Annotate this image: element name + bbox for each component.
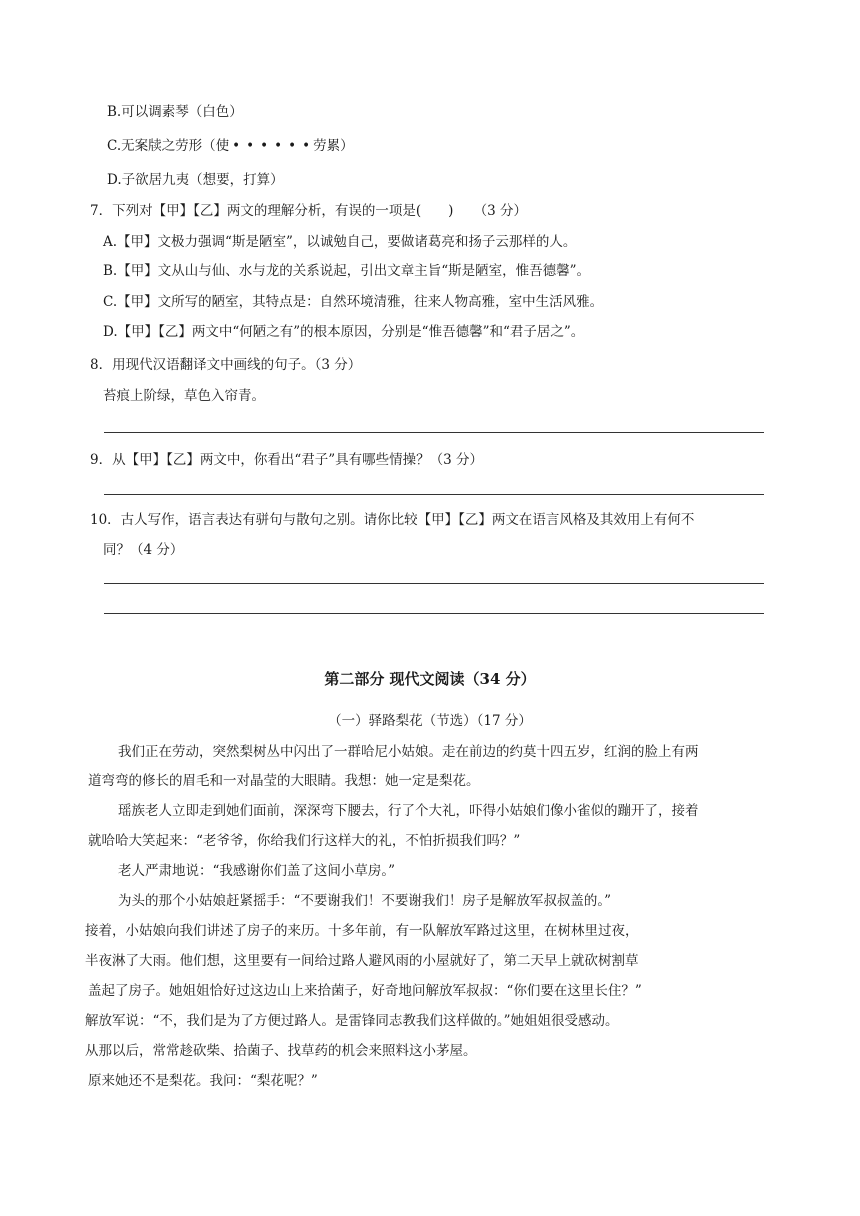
question-8-sentence: 苔痕上阶绿，草色入帘青。 [103, 388, 265, 404]
part-two-title: 第二部分 现代文阅读（34 分） [324, 670, 536, 688]
passage-p1-line1: 我们正在劳动，突然梨树丛中闪出了一群哈尼小姑娘。走在前边的约莫十四五岁，红润的脸上有两 [118, 744, 699, 760]
question-7-option-b: B.【甲】文从山与仙、水与龙的关系说起，引出文章主旨“斯是陋室，惟吾德馨”。 [103, 263, 591, 279]
question-10-stem-line2: 同？（4 分） [103, 542, 184, 558]
passage-p5-line5: 从那以后，常常趁砍柴、拾菌子、找草药的机会来照料这小茅屋。 [85, 1043, 477, 1059]
passage-p3: 老人严肃地说：“我感谢你们盖了这间小草房。” [118, 863, 396, 879]
question-9-stem: 9．从【甲】【乙】两文中，你看出“君子”具有哪些情操？（3 分） [90, 452, 484, 468]
passage-p4: 为头的那个小姑娘赶紧摇手：“不要谢我们！不要谢我们！房子是解放军叔叔盖的。” [118, 893, 612, 909]
question-10-stem-line1: 10．古人写作，语言表达有骈句与散句之别。请你比较【甲】【乙】两文在语言风格及其效用上有何不 [90, 512, 695, 528]
question-7-option-a: A.【甲】文极力强调“斯是陋室”，以诚勉自己，要做诸葛亮和扬子云那样的人。 [103, 234, 577, 250]
dot-leader: • • • • • • [232, 138, 311, 154]
answer-line-q8[interactable] [104, 432, 764, 433]
option-d-prev: D.子欲居九夷（想要，打算） [107, 172, 284, 188]
option-b-prev: B.可以调素琴（白色） [107, 104, 243, 120]
passage-p5-line3: 盖起了房子。她姐姐恰好过这边山上来拾菌子，好奇地问解放军叔叔：“你们要在这里长住？” [88, 983, 642, 999]
answer-line-q10-2[interactable] [104, 613, 764, 614]
passage-p5-line4: 解放军说：“不，我们是为了方便过路人。是雷锋同志教我们这样做的。”她姐姐很受感动。 [85, 1013, 619, 1029]
option-c-prev [107, 137, 354, 155]
passage-p2-line2: 就哈哈大笑起来：“老爷爷，你给我们行这样大的礼，不怕折损我们吗？” [88, 833, 521, 849]
passage-p6: 原来她还不是梨花。我问：“梨花呢？” [88, 1073, 318, 1089]
question-7-option-c: C.【甲】文所写的陋室，其特点是：自然环境清雅，往来人物高雅，室中生活风雅。 [103, 294, 604, 310]
answer-line-q9[interactable] [104, 494, 764, 495]
passage-p5-line2: 半夜淋了大雨。他们想，这里要有一间给过路人避风雨的小屋就好了，第二天早上就砍树割草 [85, 953, 639, 969]
passage-subtitle: （一）驿路梨花（节选）（17 分） [328, 713, 532, 729]
answer-line-q10-1[interactable] [104, 583, 764, 584]
question-7-option-d: D.【甲】【乙】两文中“何陋之有”的根本原因，分别是“惟吾德馨”和“君子居之”。 [103, 324, 585, 340]
passage-p1-line2: 道弯弯的修长的眉毛和一对晶莹的大眼睛。我想：她一定是梨花。 [88, 773, 480, 789]
question-8-stem: 8．用现代汉语翻译文中画线的句子。（3 分） [90, 357, 362, 373]
option-c-prefix: C.无案牍之劳形（使 [107, 138, 230, 154]
question-7-stem: 7．下列对【甲】【乙】两文的理解分析，有误的一项是( ) （3 分） [90, 203, 528, 219]
passage-p5-line1: 接着，小姑娘向我们讲述了房子的来历。十多年前，有一队解放军路过这里，在树林里过夜， [85, 923, 639, 939]
passage-p2-line1: 瑶族老人立即走到她们面前，深深弯下腰去，行了个大礼，吓得小姑娘们像小雀似的蹦开了，接着 [118, 803, 699, 819]
option-c-suffix: 劳累） [313, 138, 354, 154]
